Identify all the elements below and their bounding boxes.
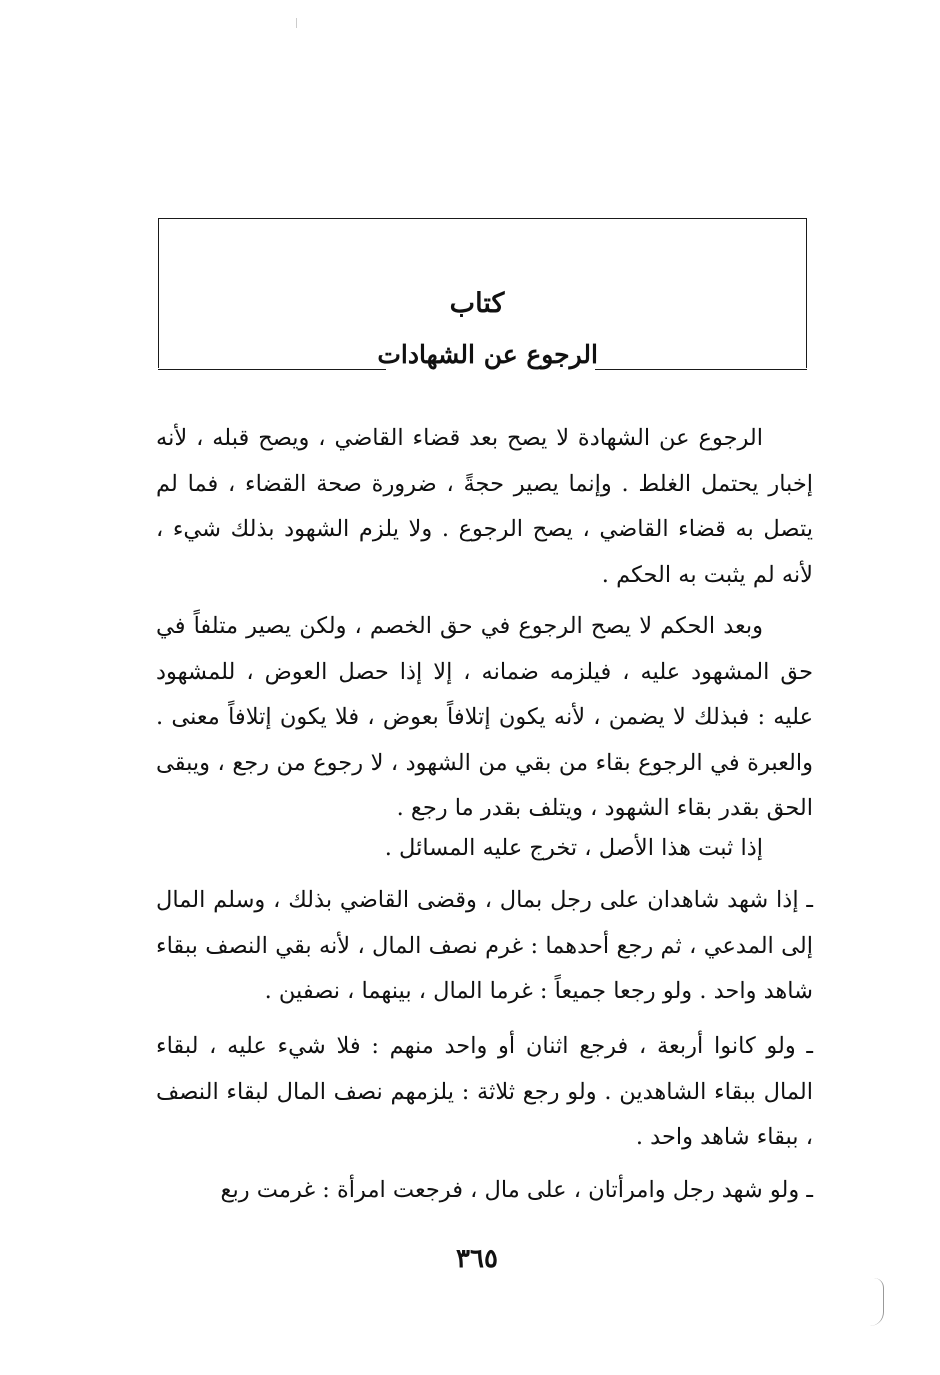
subtitle-rule-right — [595, 369, 807, 370]
paragraph-4 — [156, 878, 813, 1015]
paragraph-text: ـ ولو شهد رجل وامرأتان ، على مال ، فرجعت امرأة : غرمت ربع — [220, 1177, 813, 1203]
paragraph-5 — [156, 1024, 813, 1161]
subtitle-rule-left — [158, 369, 386, 370]
chapter-subtitle-row — [158, 340, 807, 376]
paragraph-3 — [156, 826, 813, 872]
paragraph-text: وبعد الحكم لا يصح الرجوع في حق الخصم ، ولكن يصير متلفاً في حق المشهود عليه ، فيلزمه ضمانه ، إلا إذا حصل العوض ، للمشهود عليه : فبذلك لا يضمن ، لأنه يكون إتلافاً بعوض ، فلا يكون إتلافاً معنى . والعبرة في الرجوع بقاء من بقي من الشهود ، لا رجوع من رجع ، ويبقى الحق بقدر بقاء الشهود ، ويتلف بقدر ما رجع . — [156, 613, 813, 821]
chapter-subtitle: الرجوع عن الشهادات — [377, 340, 598, 369]
paragraph-text: ـ إذا شهد شاهدان على رجل بمال ، وقضى القاضي بذلك ، وسلم المال إلى المدعي ، ثم رجع أحدهما : غرم نصف المال ، لأنه بقي النصف ببقاء شاهد واحد . ولو رجعا جميعاً : غرما المال ، بينهما ، نصفين . — [156, 887, 813, 1004]
paragraph-text: الرجوع عن الشهادة لا يصح بعد قضاء القاضي ، ويصح قبله ، لأنه إخبار يحتمل الغلط . وإنما يصير حجةً ، ضرورة صحة القضاء ، فما لم يتصل به قضاء القاضي ، يصح الرجوع . ولا يلزم الشهود بذلك شيء ، لأنه لم يثبت به الحكم . — [156, 425, 813, 588]
scan-mark — [296, 18, 303, 28]
chapter-label: كتاب — [449, 288, 505, 319]
paragraph-1 — [156, 416, 813, 598]
paragraph-6 — [156, 1168, 813, 1214]
paragraph-text: إذا ثبت هذا الأصل ، تخرج عليه المسائل . — [384, 835, 763, 861]
page-number: ٣٦٥ — [456, 1244, 498, 1274]
paragraph-2 — [156, 604, 813, 832]
scan-mark — [869, 1278, 884, 1326]
paragraph-text: ـ ولو كانوا أربعة ، فرجع اثنان أو واحد منهم : فلا شيء عليه ، لبقاء المال ببقاء الشاهدين . ولو رجع ثلاثة : يلزمهم نصف المال لبقاء النصف ، ببقاء شاهد واحد . — [156, 1033, 813, 1150]
